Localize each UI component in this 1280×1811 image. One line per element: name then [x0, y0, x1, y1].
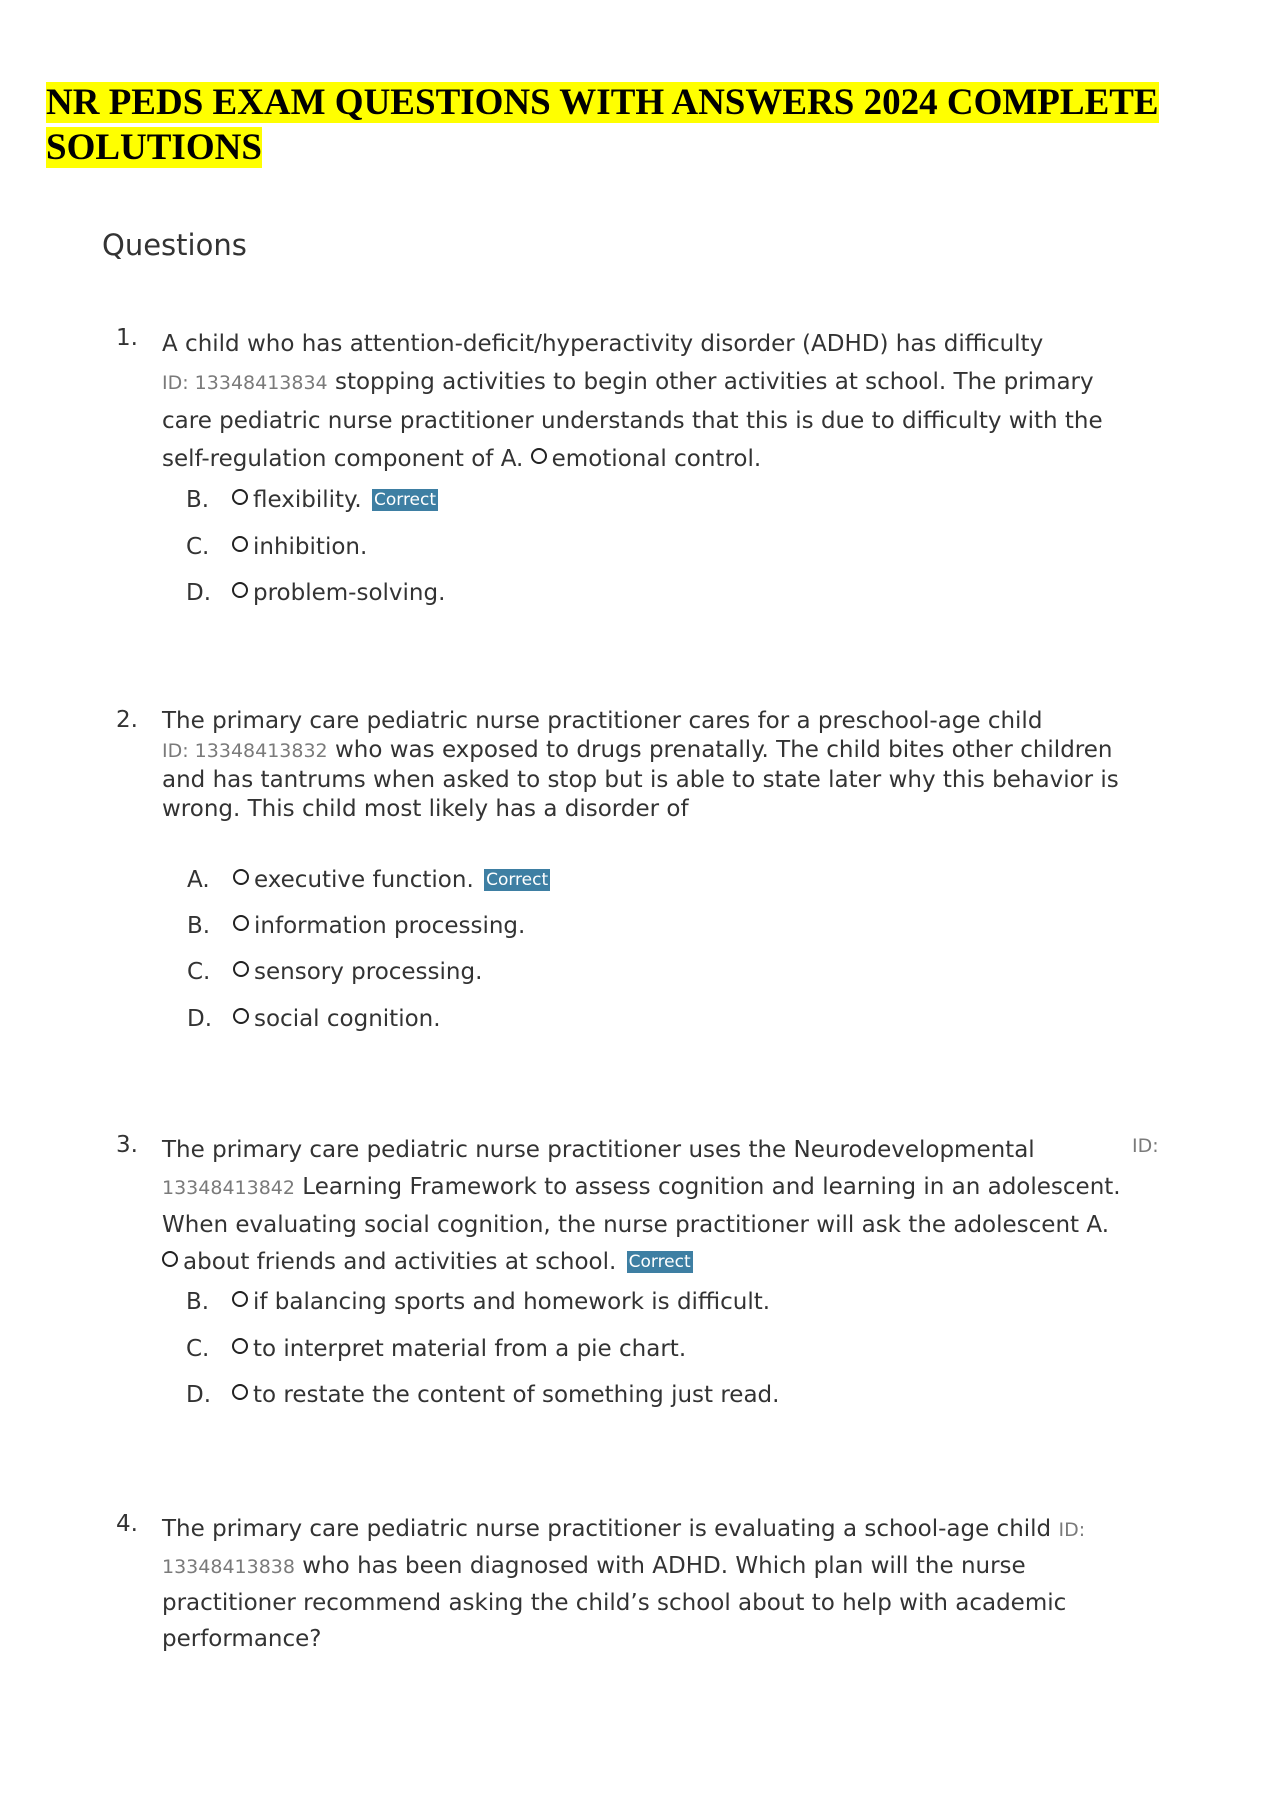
question-text-line: Learning Framework to assess cognition and learning in an adolescent. — [294, 1174, 1121, 1200]
question-text-line: stopping activities to begin other activities at school. The primary — [327, 369, 1094, 395]
option-text: flexibility. — [253, 487, 362, 513]
question-text-line: A child who has attention-deficit/hyperactivity disorder (ADHD) has difficulty — [162, 331, 1044, 357]
option-letter: A. — [187, 867, 210, 893]
question-text-line: wrong. This child most likely has a disorder of — [162, 796, 689, 822]
radio-icon[interactable] — [531, 448, 547, 464]
option-text: problem-solving. — [253, 580, 446, 606]
question-number: 3. — [116, 1132, 138, 1158]
radio-icon[interactable] — [232, 1384, 248, 1400]
option-letter: B. — [187, 913, 211, 939]
question-text-line: who has been diagnosed with ADHD. Which plan will the nurse — [294, 1553, 1026, 1579]
document-title — [46, 80, 1246, 170]
question-text-line: When evaluating social cognition, the nurse practitioner will ask the adolescent — [162, 1212, 1087, 1238]
radio-icon[interactable] — [233, 869, 249, 885]
option-letter: B. — [186, 487, 210, 513]
question-text-line: self-regulation component of — [162, 446, 501, 472]
question-number: 4. — [116, 1511, 138, 1537]
radio-icon[interactable] — [232, 582, 248, 598]
question-id: 13348413842 — [162, 1177, 295, 1199]
question-text-line: and has tantrums when asked to stop but is able to state later why this behavior is — [162, 767, 1119, 793]
document-title-text: NR PEDS EXAM QUESTIONS WITH ANSWERS 2024 COMPLETE SOLUTIONS — [46, 82, 1159, 168]
correct-badge: Correct — [628, 1252, 691, 1272]
question-text — [162, 1132, 1172, 1281]
option-a[interactable] — [162, 1249, 616, 1275]
radio-icon[interactable] — [232, 1338, 248, 1354]
option-c[interactable] — [187, 959, 482, 985]
option-a-letter: A. — [1086, 1212, 1109, 1238]
option-text: to restate the content of something just read. — [253, 1382, 780, 1408]
option-letter: C. — [187, 959, 211, 985]
option-c[interactable] — [186, 1336, 686, 1362]
option-d[interactable] — [186, 1382, 779, 1408]
option-text: emotional control. — [551, 446, 762, 472]
question-number: 1. — [116, 325, 138, 351]
question-text — [162, 325, 1172, 478]
option-letter: D. — [186, 1382, 212, 1408]
radio-icon[interactable] — [232, 536, 248, 552]
option-letter: D. — [187, 1006, 213, 1032]
option-text: inhibition. — [253, 534, 368, 560]
option-letter: D. — [186, 580, 212, 606]
question-number: 2. — [116, 707, 138, 733]
question-id-prefix: ID: — [1058, 1519, 1086, 1541]
radio-icon[interactable] — [162, 1251, 178, 1267]
option-text: to interpret material from a pie chart. — [253, 1336, 687, 1362]
option-text: about friends and activities at school. — [183, 1249, 617, 1275]
option-text: executive function. — [254, 867, 474, 893]
question-id: ID: 13348413834 — [162, 372, 328, 394]
radio-icon[interactable] — [233, 1008, 249, 1024]
radio-icon[interactable] — [233, 915, 249, 931]
radio-icon[interactable] — [232, 489, 248, 505]
option-d[interactable] — [187, 1006, 441, 1032]
correct-badge: Correct — [486, 870, 549, 890]
option-text: sensory processing. — [254, 959, 483, 985]
option-letter: C. — [186, 1336, 210, 1362]
question-text-line: The primary care pediatric nurse practitioner uses the Neurodevelopmental — [162, 1137, 1035, 1163]
option-b[interactable] — [187, 913, 525, 939]
option-text: social cognition. — [254, 1006, 441, 1032]
question-text-line: practitioner recommend asking the child’s school about to help with academic — [162, 1590, 1067, 1616]
radio-icon[interactable] — [232, 1291, 248, 1307]
question-text-line: care pediatric nurse practitioner understands that this is due to difficulty with the — [162, 408, 1103, 434]
radio-icon[interactable] — [233, 961, 249, 977]
question-id: 13348413838 — [162, 1556, 295, 1578]
question-text-line: The primary care pediatric nurse practitioner is evaluating a school-age child — [162, 1516, 1052, 1542]
option-text: information processing. — [254, 913, 526, 939]
option-letter: C. — [186, 534, 210, 560]
option-a[interactable] — [187, 867, 550, 893]
question-text — [162, 707, 1172, 824]
question-text-line: performance? — [162, 1626, 322, 1652]
option-a[interactable] — [501, 446, 761, 472]
question-text-line: who was exposed to drugs prenatally. The child bites other children — [327, 737, 1113, 763]
option-letter: B. — [186, 1289, 210, 1315]
correct-badge: Correct — [373, 490, 437, 510]
option-b[interactable] — [186, 487, 438, 513]
section-heading: Questions — [102, 228, 247, 262]
question-text-line: The primary care pediatric nurse practitioner cares for a preschool-age child — [162, 708, 1043, 734]
option-b[interactable] — [186, 1289, 770, 1315]
option-d[interactable] — [186, 580, 445, 606]
option-text: if balancing sports and homework is difficult. — [253, 1289, 771, 1315]
question-text — [162, 1511, 1172, 1657]
option-c[interactable] — [186, 534, 367, 560]
question-id: ID: 13348413832 — [162, 740, 328, 762]
question-id-prefix: ID: — [1132, 1135, 1159, 1157]
option-letter: A. — [500, 446, 524, 472]
